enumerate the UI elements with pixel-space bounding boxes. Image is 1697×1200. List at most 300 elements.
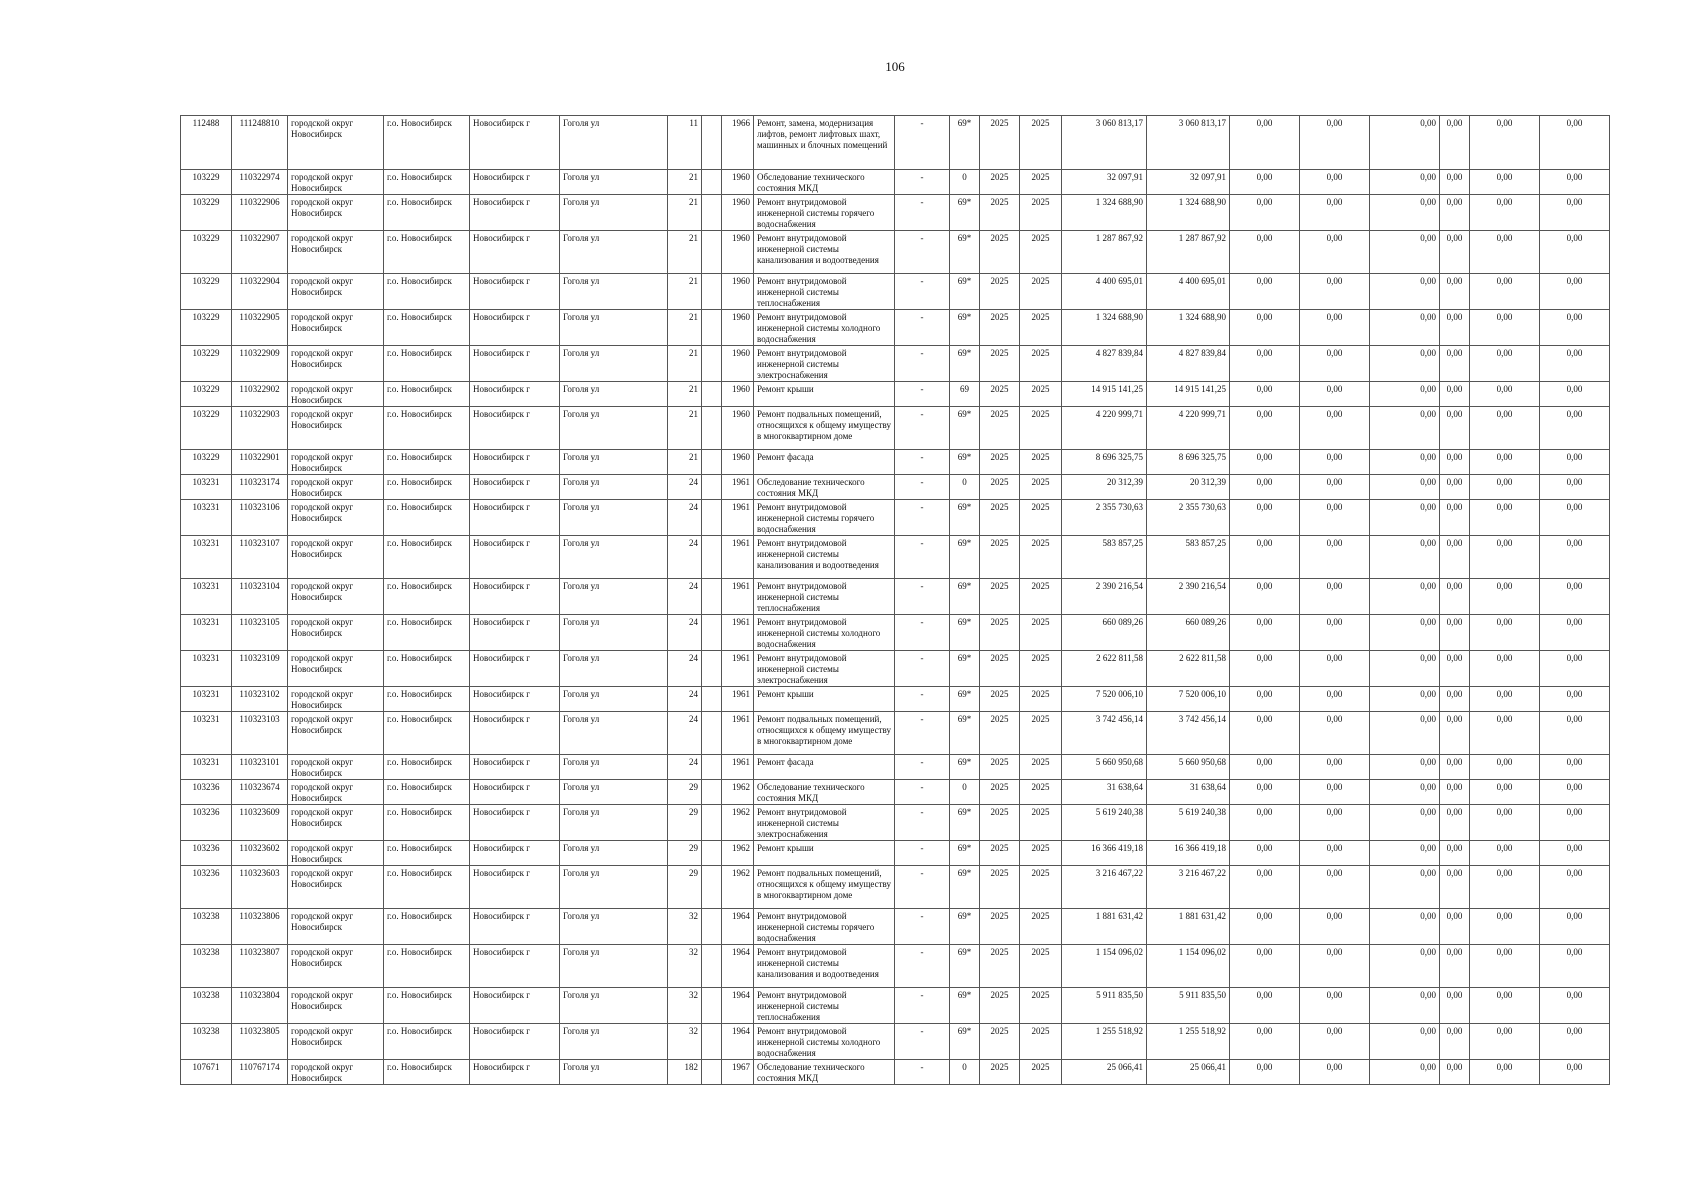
cell-year-built: 1962 — [722, 780, 754, 805]
cell-year-start: 2025 — [980, 536, 1020, 579]
cell-cost-federal: 0,00 — [1230, 170, 1300, 195]
cell-cost-local: 0,00 — [1370, 310, 1440, 346]
cell-cost-local: 0,00 — [1370, 988, 1440, 1024]
cell-cost-other: 0,00 — [1470, 274, 1540, 310]
table-row — [181, 231, 1610, 274]
cell-cost-federal: 0,00 — [1230, 500, 1300, 536]
cell-cost-federal: 0,00 — [1230, 231, 1300, 274]
cell-locality: Новосибирск г — [470, 1060, 560, 1085]
cell-street: Гоголя ул — [560, 841, 668, 866]
cell-house-number: 182 — [668, 1060, 702, 1085]
table-row — [181, 909, 1610, 945]
table-row — [181, 841, 1610, 866]
cell-year-end: 2025 — [1020, 195, 1062, 231]
cell-locality: Новосибирск г — [470, 712, 560, 755]
cell-house-number: 32 — [668, 945, 702, 988]
table-row — [181, 988, 1610, 1024]
cell-cost-owners: 0,00 — [1440, 755, 1470, 780]
table-row — [181, 755, 1610, 780]
cell-municipality: городской округ Новосибирск — [288, 116, 384, 170]
cell-street: Гоголя ул — [560, 274, 668, 310]
cell-work-type: Обследование технического состояния МКД — [754, 780, 895, 805]
cell-cost-specific: 0,00 — [1540, 687, 1610, 712]
cell-wear: 69* — [950, 579, 980, 615]
cell-municipality: городской округ Новосибирск — [288, 450, 384, 475]
cell-cost-owners: 0,00 — [1440, 651, 1470, 687]
cell-work-id: 110322905 — [232, 310, 288, 346]
cell-street: Гоголя ул — [560, 909, 668, 945]
cell-total-cost: 4 827 839,84 — [1062, 346, 1147, 382]
cell-house-number: 29 — [668, 805, 702, 841]
cell-unit: - — [895, 615, 950, 651]
cell-unit: - — [895, 988, 950, 1024]
cell-total-cost: 660 089,26 — [1062, 615, 1147, 651]
cell-cost-regional: 1 324 688,90 — [1147, 310, 1230, 346]
cell-cost-owners: 0,00 — [1440, 346, 1470, 382]
cell-cost-other: 0,00 — [1470, 170, 1540, 195]
cell-cost-subject: 0,00 — [1300, 909, 1370, 945]
table-row — [181, 687, 1610, 712]
cell-cost-subject: 0,00 — [1300, 755, 1370, 780]
cell-building — [702, 346, 722, 382]
cell-total-cost: 20 312,39 — [1062, 475, 1147, 500]
cell-house-id: 103229 — [181, 346, 232, 382]
cell-house-id: 103236 — [181, 841, 232, 866]
cell-total-cost: 8 696 325,75 — [1062, 450, 1147, 475]
cell-cost-specific: 0,00 — [1540, 755, 1610, 780]
cell-year-start: 2025 — [980, 687, 1020, 712]
cell-cost-regional: 16 366 419,18 — [1147, 841, 1230, 866]
cell-district: г.о. Новосибирск — [384, 945, 470, 988]
cell-cost-other: 0,00 — [1470, 945, 1540, 988]
cell-unit: - — [895, 841, 950, 866]
cell-unit: - — [895, 712, 950, 755]
cell-cost-subject: 0,00 — [1300, 780, 1370, 805]
cell-year-end: 2025 — [1020, 382, 1062, 407]
cell-work-type: Ремонт внутридомовой инженерной системы горячего водоснабжения — [754, 195, 895, 231]
cell-work-type: Ремонт фасада — [754, 755, 895, 780]
cell-cost-other: 0,00 — [1470, 450, 1540, 475]
cell-wear: 0 — [950, 780, 980, 805]
cell-cost-local: 0,00 — [1370, 712, 1440, 755]
cell-year-end: 2025 — [1020, 805, 1062, 841]
cell-municipality: городской округ Новосибирск — [288, 579, 384, 615]
cell-cost-specific: 0,00 — [1540, 651, 1610, 687]
cell-cost-local: 0,00 — [1370, 407, 1440, 450]
cell-year-end: 2025 — [1020, 866, 1062, 909]
cell-house-id: 103229 — [181, 310, 232, 346]
cell-locality: Новосибирск г — [470, 988, 560, 1024]
cell-municipality: городской округ Новосибирск — [288, 712, 384, 755]
cell-street: Гоголя ул — [560, 687, 668, 712]
cell-work-id: 110322906 — [232, 195, 288, 231]
cell-house-number: 32 — [668, 909, 702, 945]
cell-total-cost: 1 255 518,92 — [1062, 1024, 1147, 1060]
cell-building — [702, 407, 722, 450]
cell-cost-federal: 0,00 — [1230, 866, 1300, 909]
cell-cost-subject: 0,00 — [1300, 274, 1370, 310]
cell-locality: Новосибирск г — [470, 841, 560, 866]
cell-unit: - — [895, 475, 950, 500]
cell-cost-other: 0,00 — [1470, 651, 1540, 687]
cell-work-id: 110323103 — [232, 712, 288, 755]
cell-unit: - — [895, 231, 950, 274]
cell-cost-federal: 0,00 — [1230, 841, 1300, 866]
cell-cost-local: 0,00 — [1370, 945, 1440, 988]
cell-cost-regional: 8 696 325,75 — [1147, 450, 1230, 475]
cell-cost-subject: 0,00 — [1300, 687, 1370, 712]
cell-year-start: 2025 — [980, 988, 1020, 1024]
cell-cost-federal: 0,00 — [1230, 274, 1300, 310]
cell-unit: - — [895, 382, 950, 407]
cell-total-cost: 31 638,64 — [1062, 780, 1147, 805]
cell-total-cost: 2 355 730,63 — [1062, 500, 1147, 536]
cell-district: г.о. Новосибирск — [384, 450, 470, 475]
cell-street: Гоголя ул — [560, 866, 668, 909]
cell-building — [702, 579, 722, 615]
cell-year-end: 2025 — [1020, 346, 1062, 382]
cell-municipality: городской округ Новосибирск — [288, 687, 384, 712]
cell-municipality: городской округ Новосибирск — [288, 195, 384, 231]
cell-year-end: 2025 — [1020, 407, 1062, 450]
cell-cost-specific: 0,00 — [1540, 841, 1610, 866]
cell-cost-regional: 31 638,64 — [1147, 780, 1230, 805]
cell-district: г.о. Новосибирск — [384, 712, 470, 755]
cell-cost-specific: 0,00 — [1540, 579, 1610, 615]
cell-work-id: 110323107 — [232, 536, 288, 579]
cell-cost-regional: 1 255 518,92 — [1147, 1024, 1230, 1060]
cell-wear: 0 — [950, 170, 980, 195]
cell-municipality: городской округ Новосибирск — [288, 407, 384, 450]
cell-year-end: 2025 — [1020, 500, 1062, 536]
cell-year-start: 2025 — [980, 945, 1020, 988]
cell-street: Гоголя ул — [560, 346, 668, 382]
cell-cost-local: 0,00 — [1370, 500, 1440, 536]
cell-locality: Новосибирск г — [470, 945, 560, 988]
cell-cost-subject: 0,00 — [1300, 841, 1370, 866]
cell-house-number: 24 — [668, 615, 702, 651]
cell-year-end: 2025 — [1020, 1024, 1062, 1060]
cell-building — [702, 780, 722, 805]
cell-building — [702, 195, 722, 231]
cell-street: Гоголя ул — [560, 500, 668, 536]
cell-wear: 69* — [950, 712, 980, 755]
cell-district: г.о. Новосибирск — [384, 407, 470, 450]
cell-house-number: 21 — [668, 407, 702, 450]
cell-year-built: 1960 — [722, 407, 754, 450]
cell-district: г.о. Новосибирск — [384, 1024, 470, 1060]
cell-street: Гоголя ул — [560, 805, 668, 841]
cell-work-type: Ремонт внутридомовой инженерной системы горячего водоснабжения — [754, 500, 895, 536]
cell-wear: 69* — [950, 274, 980, 310]
cell-house-number: 24 — [668, 500, 702, 536]
cell-year-start: 2025 — [980, 651, 1020, 687]
cell-work-type: Ремонт, замена, модернизация лифтов, ремонт лифтовых шахт, машинных и блочных помещений — [754, 116, 895, 170]
cell-unit: - — [895, 579, 950, 615]
cell-work-type: Обследование технического состояния МКД — [754, 170, 895, 195]
cell-locality: Новосибирск г — [470, 382, 560, 407]
cell-district: г.о. Новосибирск — [384, 805, 470, 841]
cell-work-id: 110322904 — [232, 274, 288, 310]
cell-year-start: 2025 — [980, 170, 1020, 195]
cell-cost-local: 0,00 — [1370, 536, 1440, 579]
cell-house-id: 103231 — [181, 651, 232, 687]
cell-work-type: Ремонт внутридомовой инженерной системы электроснабжения — [754, 346, 895, 382]
cell-street: Гоголя ул — [560, 170, 668, 195]
cell-house-number: 32 — [668, 988, 702, 1024]
cell-cost-specific: 0,00 — [1540, 231, 1610, 274]
cell-cost-other: 0,00 — [1470, 310, 1540, 346]
cell-work-type: Ремонт внутридомовой инженерной системы теплоснабжения — [754, 988, 895, 1024]
cell-work-type: Ремонт внутридомовой инженерной системы теплоснабжения — [754, 274, 895, 310]
cell-cost-local: 0,00 — [1370, 866, 1440, 909]
cell-cost-specific: 0,00 — [1540, 450, 1610, 475]
cell-locality: Новосибирск г — [470, 579, 560, 615]
cell-cost-owners: 0,00 — [1440, 475, 1470, 500]
cell-total-cost: 4 220 999,71 — [1062, 407, 1147, 450]
cell-year-start: 2025 — [980, 450, 1020, 475]
cell-cost-federal: 0,00 — [1230, 780, 1300, 805]
cell-building — [702, 841, 722, 866]
cell-street: Гоголя ул — [560, 475, 668, 500]
cell-year-end: 2025 — [1020, 988, 1062, 1024]
cell-cost-regional: 4 827 839,84 — [1147, 346, 1230, 382]
table-row — [181, 116, 1610, 170]
cell-wear: 69* — [950, 755, 980, 780]
cell-work-type: Ремонт внутридомовой инженерной системы электроснабжения — [754, 805, 895, 841]
cell-wear: 69* — [950, 310, 980, 346]
table-row — [181, 780, 1610, 805]
cell-unit: - — [895, 195, 950, 231]
cell-cost-federal: 0,00 — [1230, 988, 1300, 1024]
cell-wear: 69* — [950, 536, 980, 579]
cell-wear: 69* — [950, 346, 980, 382]
table-row — [181, 274, 1610, 310]
cell-cost-subject: 0,00 — [1300, 805, 1370, 841]
cell-total-cost: 7 520 006,10 — [1062, 687, 1147, 712]
cell-year-built: 1961 — [722, 712, 754, 755]
cell-cost-specific: 0,00 — [1540, 346, 1610, 382]
cell-cost-local: 0,00 — [1370, 805, 1440, 841]
cell-year-start: 2025 — [980, 195, 1020, 231]
cell-year-start: 2025 — [980, 1060, 1020, 1085]
cell-building — [702, 615, 722, 651]
cell-year-end: 2025 — [1020, 170, 1062, 195]
cell-street: Гоголя ул — [560, 780, 668, 805]
cell-work-type: Ремонт подвальных помещений, относящихся к общему имуществу в многоквартирном доме — [754, 407, 895, 450]
cell-cost-federal: 0,00 — [1230, 651, 1300, 687]
cell-cost-federal: 0,00 — [1230, 687, 1300, 712]
cell-house-id: 103231 — [181, 475, 232, 500]
cell-cost-local: 0,00 — [1370, 687, 1440, 712]
cell-cost-owners: 0,00 — [1440, 805, 1470, 841]
cell-work-id: 110322902 — [232, 382, 288, 407]
cell-district: г.о. Новосибирск — [384, 536, 470, 579]
cell-work-id: 110323805 — [232, 1024, 288, 1060]
cell-wear: 69* — [950, 231, 980, 274]
cell-year-start: 2025 — [980, 755, 1020, 780]
cell-year-built: 1964 — [722, 1024, 754, 1060]
table-row — [181, 712, 1610, 755]
cell-house-id: 103229 — [181, 170, 232, 195]
cell-cost-other: 0,00 — [1470, 988, 1540, 1024]
cell-house-id: 103238 — [181, 945, 232, 988]
cell-cost-specific: 0,00 — [1540, 866, 1610, 909]
table-row — [181, 310, 1610, 346]
cell-work-type: Ремонт внутридомовой инженерной системы холодного водоснабжения — [754, 1024, 895, 1060]
cell-district: г.о. Новосибирск — [384, 346, 470, 382]
cell-total-cost: 14 915 141,25 — [1062, 382, 1147, 407]
cell-total-cost: 583 857,25 — [1062, 536, 1147, 579]
cell-cost-specific: 0,00 — [1540, 382, 1610, 407]
cell-district: г.о. Новосибирск — [384, 116, 470, 170]
cell-year-built: 1961 — [722, 687, 754, 712]
cell-cost-local: 0,00 — [1370, 909, 1440, 945]
cell-district: г.о. Новосибирск — [384, 195, 470, 231]
cell-locality: Новосибирск г — [470, 615, 560, 651]
cell-year-built: 1962 — [722, 841, 754, 866]
cell-cost-subject: 0,00 — [1300, 651, 1370, 687]
cell-cost-local: 0,00 — [1370, 274, 1440, 310]
cell-locality: Новосибирск г — [470, 310, 560, 346]
cell-cost-federal: 0,00 — [1230, 116, 1300, 170]
cell-work-type: Ремонт внутридомовой инженерной системы горячего водоснабжения — [754, 909, 895, 945]
cell-cost-owners: 0,00 — [1440, 945, 1470, 988]
table-row — [181, 945, 1610, 988]
cell-year-end: 2025 — [1020, 780, 1062, 805]
cell-cost-owners: 0,00 — [1440, 116, 1470, 170]
cell-year-start: 2025 — [980, 231, 1020, 274]
cell-work-id: 110323806 — [232, 909, 288, 945]
cell-district: г.о. Новосибирск — [384, 909, 470, 945]
cell-cost-federal: 0,00 — [1230, 805, 1300, 841]
cell-year-built: 1960 — [722, 274, 754, 310]
cell-year-start: 2025 — [980, 866, 1020, 909]
cell-wear: 0 — [950, 475, 980, 500]
cell-year-built: 1961 — [722, 500, 754, 536]
cell-street: Гоголя ул — [560, 1060, 668, 1085]
cell-cost-owners: 0,00 — [1440, 310, 1470, 346]
cell-total-cost: 5 619 240,38 — [1062, 805, 1147, 841]
cell-cost-federal: 0,00 — [1230, 615, 1300, 651]
cell-cost-regional: 3 216 467,22 — [1147, 866, 1230, 909]
cell-cost-regional: 5 911 835,50 — [1147, 988, 1230, 1024]
cell-house-number: 24 — [668, 651, 702, 687]
cell-cost-federal: 0,00 — [1230, 579, 1300, 615]
cell-municipality: городской округ Новосибирск — [288, 170, 384, 195]
cell-cost-subject: 0,00 — [1300, 475, 1370, 500]
cell-house-number: 21 — [668, 170, 702, 195]
cell-total-cost: 5 660 950,68 — [1062, 755, 1147, 780]
cell-cost-local: 0,00 — [1370, 346, 1440, 382]
cell-building — [702, 687, 722, 712]
cell-work-type: Ремонт внутридомовой инженерной системы канализования и водоотведения — [754, 231, 895, 274]
cell-district: г.о. Новосибирск — [384, 579, 470, 615]
cell-cost-other: 0,00 — [1470, 500, 1540, 536]
cell-cost-regional: 1 287 867,92 — [1147, 231, 1230, 274]
cell-cost-federal: 0,00 — [1230, 1024, 1300, 1060]
cell-cost-owners: 0,00 — [1440, 170, 1470, 195]
cell-year-built: 1964 — [722, 988, 754, 1024]
cell-house-number: 21 — [668, 346, 702, 382]
cell-cost-subject: 0,00 — [1300, 536, 1370, 579]
cell-work-id: 110767174 — [232, 1060, 288, 1085]
cell-total-cost: 1 324 688,90 — [1062, 310, 1147, 346]
cell-wear: 69* — [950, 651, 980, 687]
cell-building — [702, 274, 722, 310]
cell-wear: 69* — [950, 116, 980, 170]
cell-building — [702, 500, 722, 536]
cell-cost-local: 0,00 — [1370, 579, 1440, 615]
cell-building — [702, 805, 722, 841]
cell-municipality: городской округ Новосибирск — [288, 500, 384, 536]
cell-unit: - — [895, 536, 950, 579]
cell-district: г.о. Новосибирск — [384, 615, 470, 651]
cell-house-number: 21 — [668, 274, 702, 310]
table-row — [181, 450, 1610, 475]
cell-street: Гоголя ул — [560, 231, 668, 274]
cell-house-number: 21 — [668, 310, 702, 346]
cell-locality: Новосибирск г — [470, 866, 560, 909]
cell-year-built: 1962 — [722, 866, 754, 909]
cell-cost-owners: 0,00 — [1440, 579, 1470, 615]
cell-year-start: 2025 — [980, 1024, 1020, 1060]
cell-wear: 69* — [950, 805, 980, 841]
cell-cost-specific: 0,00 — [1540, 195, 1610, 231]
cell-unit: - — [895, 805, 950, 841]
cell-cost-federal: 0,00 — [1230, 712, 1300, 755]
cell-year-start: 2025 — [980, 116, 1020, 170]
cell-cost-specific: 0,00 — [1540, 909, 1610, 945]
cell-cost-specific: 0,00 — [1540, 170, 1610, 195]
cell-street: Гоголя ул — [560, 945, 668, 988]
table-row — [181, 382, 1610, 407]
cell-year-built: 1960 — [722, 195, 754, 231]
cell-work-id: 110323603 — [232, 866, 288, 909]
cell-wear: 69* — [950, 687, 980, 712]
cell-work-type: Ремонт внутридомовой инженерной системы холодного водоснабжения — [754, 310, 895, 346]
cell-cost-other: 0,00 — [1470, 407, 1540, 450]
cell-cost-federal: 0,00 — [1230, 346, 1300, 382]
cell-cost-owners: 0,00 — [1440, 615, 1470, 651]
cell-municipality: городской округ Новосибирск — [288, 615, 384, 651]
cell-street: Гоголя ул — [560, 116, 668, 170]
table-row — [181, 805, 1610, 841]
cell-district: г.о. Новосибирск — [384, 231, 470, 274]
cell-wear: 69* — [950, 909, 980, 945]
cell-total-cost: 1 324 688,90 — [1062, 195, 1147, 231]
table-row — [181, 475, 1610, 500]
cell-year-built: 1961 — [722, 536, 754, 579]
cell-year-end: 2025 — [1020, 1060, 1062, 1085]
cell-house-number: 21 — [668, 382, 702, 407]
cell-municipality: городской округ Новосибирск — [288, 1060, 384, 1085]
cell-total-cost: 32 097,91 — [1062, 170, 1147, 195]
cell-house-number: 29 — [668, 780, 702, 805]
cell-house-number: 24 — [668, 579, 702, 615]
cell-house-number: 11 — [668, 116, 702, 170]
cell-work-type: Ремонт крыши — [754, 841, 895, 866]
cell-house-number: 24 — [668, 687, 702, 712]
cell-locality: Новосибирск г — [470, 475, 560, 500]
cell-year-built: 1960 — [722, 170, 754, 195]
cell-cost-local: 0,00 — [1370, 475, 1440, 500]
cell-street: Гоголя ул — [560, 1024, 668, 1060]
cell-work-id: 110322901 — [232, 450, 288, 475]
cell-wear: 69* — [950, 615, 980, 651]
cell-cost-subject: 0,00 — [1300, 116, 1370, 170]
cell-wear: 0 — [950, 1060, 980, 1085]
